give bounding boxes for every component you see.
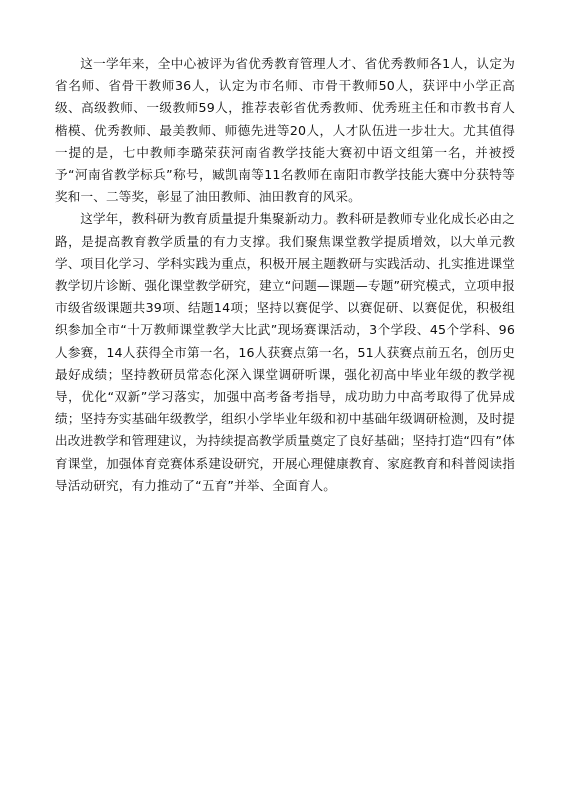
document-body	[55, 53, 515, 497]
paragraph-research: 这学年，教科研为教育质量提升集聚新动力。教科研是教师专业化成长必由之路，是提高教育教学质量的有力支撑。我们聚焦课堂教学提质增效，以大单元教学、项目化学习、学科实践为重点，积极开展主题教研与实践活动、扎实推进课堂教学切片诊断、强化课堂教学研究，建立“问题—课题—专题”研究模式，立项申报市级省级课题共39项、结题14项；坚持以赛促学、以赛促研、以赛促优，积极组织参加全市“十万教师课堂教学大比武”现场赛课活动，3个学段、45个学科、96人参赛，14人获得全市第一名，16人获赛点第一名，51人获赛点前五名，创历史最好成绩；坚持教研员常态化深入课堂调研听课，强化初高中毕业年级的教学视导，优化“双新”学习落实，加强中高考备考指导，成功助力中高考取得了优异成绩；坚持夯实基础年级教学，组织小学毕业年级和初中基础年级调研检测，及时提出改进教学和管理建议，为持续提高教学质量奠定了良好基础；坚持打造“四有”体育课堂，加强体育竞赛体系建设研究，开展心理健康教育、家庭教育和科普阅读指导活动研究，有力推动了“五育”并举、全面育人。	[55, 211, 515, 493]
paragraph-talent: 这一学年来，全中心被评为省优秀教育管理人才、省优秀教师各1人，认定为省名师、省骨干教师36人，认定为市名师、市骨干教师50人，获评中小学正高级、高级教师、一级教师59人，推荐表彰省优秀教师、优秀班主任和市教书育人楷模、优秀教师、最美教师、师德先进等20人，人才队伍进一步壮大。尤其值得一提的是，七中教师李璐荣获河南省教学技能大赛初中语文组第一名，并被授予“河南省教学标兵”称号，臧凯南等11名教师在南阳市教学技能大赛中分获特等奖和一、二等奖，彰显了油田教师、油田教育的风采。	[55, 56, 515, 205]
